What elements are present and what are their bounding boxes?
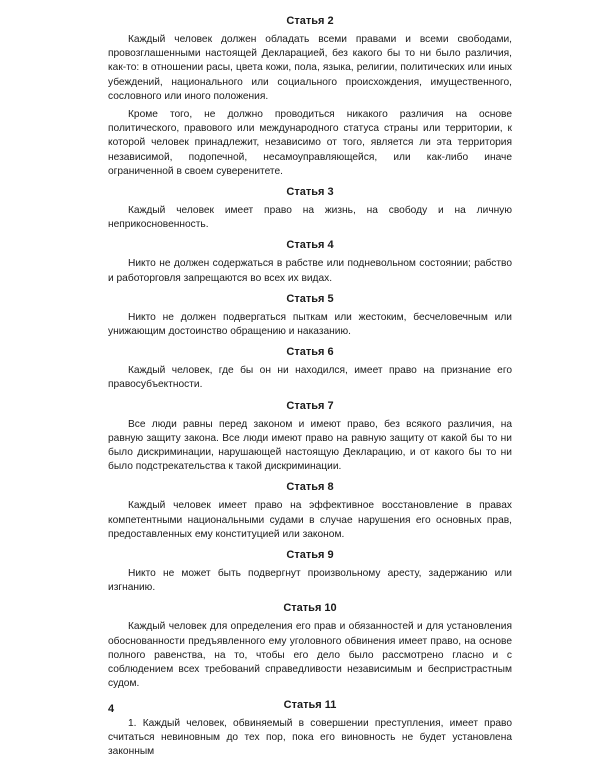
article-paragraph: Каждый человек имеет право на жизнь, на свободу и на личную неприкосновенность. xyxy=(108,205,512,231)
article-heading: Статья 6 xyxy=(286,346,334,359)
article-paragraph: Все люди равны перед законом и имеют право, без всякого различия, на равную защиту закона. Все люди имеют право на равную защиту от какой бы то ни было дискриминации, нарушающей настоящую Декларацию, и от какого бы то ни было подстрекательства к такой дискриминации. xyxy=(108,418,512,473)
article-heading: Статья 11 xyxy=(283,698,337,711)
article-4 xyxy=(108,238,512,285)
article-paragraph: Кроме того, не должно проводиться никакого различия на основе политического, правового или международного статуса страны или территории, к которой человек принадлежит, независимо от того, является ли эта территория независимой, подопечной, несамоуправляющейся, или как-либо иначе ограниченной в своем суверенитете. xyxy=(108,109,512,177)
article-paragraph: Каждый человек имеет право на эффективное восстановление в правах компетентными национальными судами в случае нарушения его основных прав, предоставленных ему конституцией или законом. xyxy=(108,500,512,540)
article-heading: Статья 8 xyxy=(286,481,334,494)
article-paragraph: Никто не может быть подвергнут произвольному аресту, задержанию или изгнанию. xyxy=(108,568,512,594)
article-heading: Статья 5 xyxy=(286,292,334,305)
article-3 xyxy=(108,185,512,232)
article-paragraph: Каждый человек должен обладать всеми правами и всеми свободами, провозглашенными настоящей Декларацией, без какого бы то ни было различия, как-то: в отношении расы, цвета кожи, пола, языка, религии, политических или иных убеждений, национального или социального происхождения, имущественного, сословного или иного положения. xyxy=(108,34,512,102)
article-5 xyxy=(108,292,512,339)
article-paragraph: Каждый человек для определения его прав и обязанностей и для установления обоснованности предъявленного ему уголовного обвинения имеет право, на основе полного равенства, на то, чтобы его дело было рассмотрено гласно и с соблюдением всех требований справедливости независимым и беспристрастным судом. xyxy=(108,621,512,690)
article-2 xyxy=(108,14,512,179)
article-heading: Статья 10 xyxy=(283,602,337,615)
articles-container xyxy=(108,14,512,759)
article-7 xyxy=(108,399,512,475)
article-paragraph: Никто не должен содержаться в рабстве или подневольном состоянии; рабство и работорговля запрещаются во всех их видах. xyxy=(108,258,512,284)
article-heading: Статья 3 xyxy=(286,186,334,199)
article-paragraph: Никто не должен подвергаться пыткам или жестоким, бесчеловечным или унижающим достоинство обращению и наказанию. xyxy=(108,311,512,338)
article-8 xyxy=(108,480,512,542)
document-page xyxy=(108,14,512,765)
article-paragraph: Каждый человек, где бы он ни находился, имеет право на признание его правосубъектности. xyxy=(108,365,512,391)
article-heading: Статья 9 xyxy=(286,549,334,562)
article-10 xyxy=(108,601,512,691)
article-9 xyxy=(108,548,512,595)
page-number: 4 xyxy=(108,703,115,715)
article-paragraph: 1. Каждый человек, обвиняемый в совершении преступления, имеет право считаться невиновным до тех пор, пока его виновность не будет установлена законным xyxy=(108,717,512,757)
article-6 xyxy=(108,345,512,392)
article-heading: Статья 4 xyxy=(286,239,334,252)
article-heading: Статья 2 xyxy=(286,15,334,27)
article-heading: Статья 7 xyxy=(286,399,334,412)
